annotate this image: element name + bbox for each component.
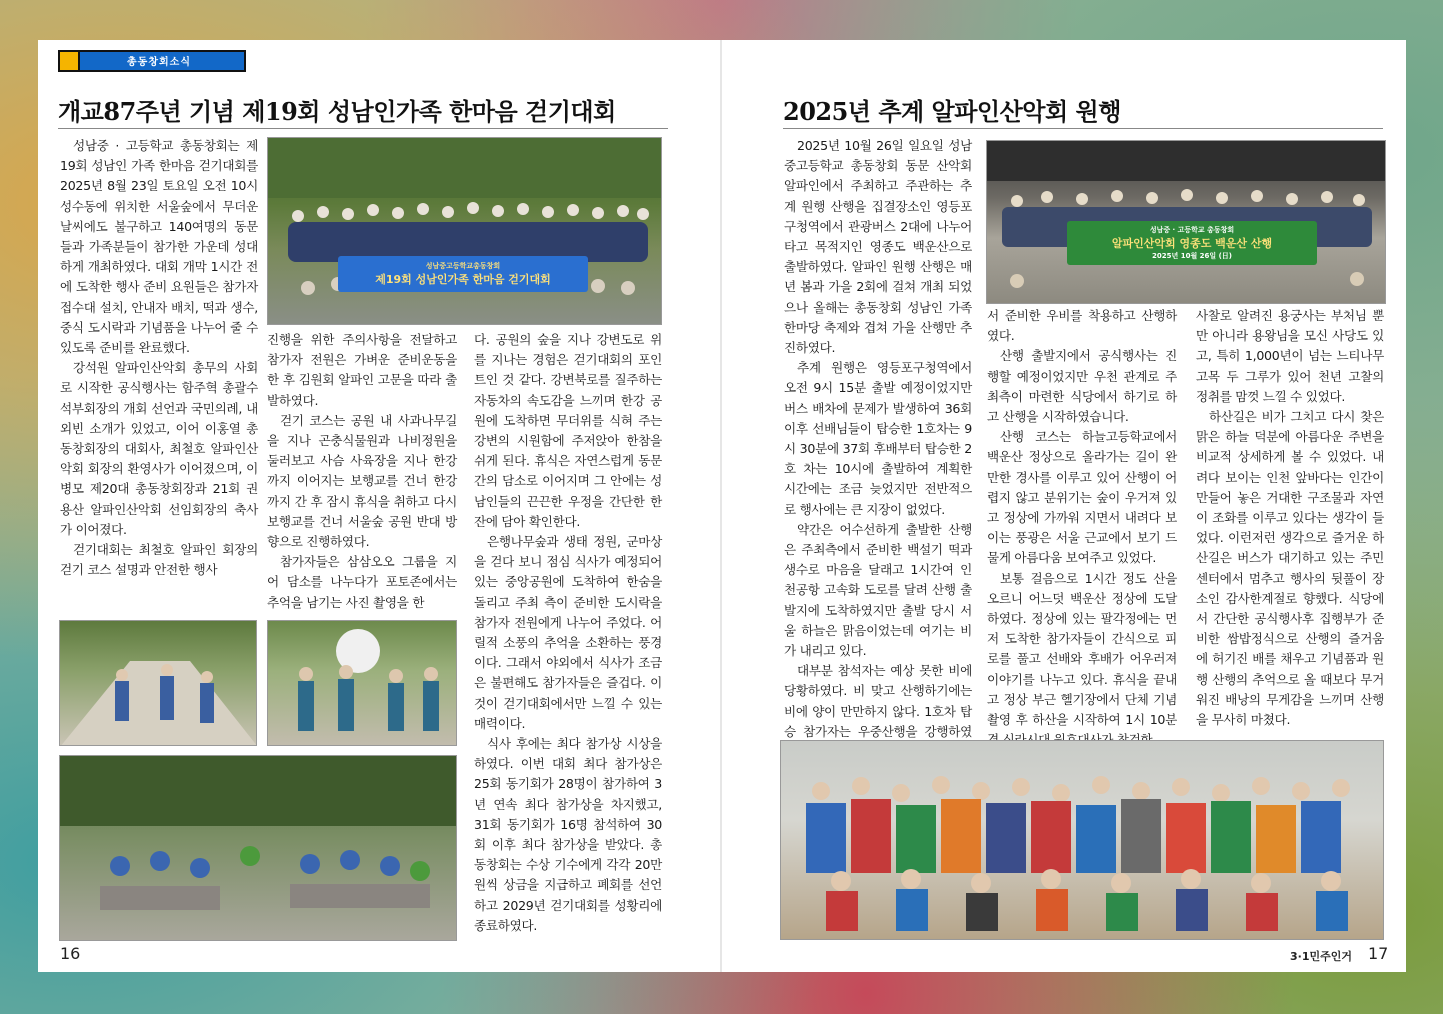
mountain-club-banner: [1067, 221, 1317, 265]
left-headline-rule: [58, 128, 668, 129]
walkers-illustration-2: [268, 621, 457, 746]
right-headline: 2025년 추계 알파인산악회 원행: [783, 97, 1121, 126]
lunch-picnic-photo: [59, 755, 457, 941]
picnic-illustration: [60, 756, 457, 941]
left-column-2: [267, 330, 457, 613]
magazine-name: 3·1민주인거: [1290, 950, 1352, 963]
paragraph: 은행나무숲과 생태 정원, 군마상을 걷다 보니 점심 식사가 예정되어있는 중앙공원에 도착하여 한숨을 돌리고 주최 측이 준비한 도시락을 참가자 전원에게 나누어 주었다. 어릴적 소풍의 추억을 소환하는 풍경이다. 그래서 야외에서 식사가 조금은 불편해도 참가자들은 즐겁다. 이것이 걷기대회에서만 느낄 수 있는 매력이다.: [474, 534, 662, 731]
paragraph: 사찰로 알려진 용궁사는 부처님 뿐만 아니라 용왕님을 모신 사당도 있고, 특히 1,000년이 넘는 느티나무 고목 두 그루가 있어 천년 고찰의 정취를 맘껏 느낄 수 있었다.: [1196, 308, 1384, 404]
paragraph: 2025년 10월 26일 일요일 성남중고등학교 총동창회 동문 산악회 알파인에서 주최하고 주관하는 추계 원행 산행을 집결장소인 영등포구청역에서 관광버스 2대에 나누어 타고 목적지인 영종도 백운산으로 출발하였다. 알파인 원행 산행은 매년 봄과 가을 2회에 걸쳐 개최 되었으나 올해는 총동창회 성남인 가족 한마당 축제와 겹쳐 가을 산행만 추진하였다.: [784, 138, 972, 356]
mountain-club-group-photo: [986, 140, 1386, 304]
banner-title: 알파인산악회 영종도 백운산 산행: [1111, 237, 1273, 250]
paragraph: 보통 걸음으로 1시간 정도 산을 오르니 어느덧 백운산 정상에 도달하였다. 정상에 있는 팔각정에는 먼저 도착한 참가자들이 간식으로 피로를 풀고 선배와 후배가 어우러져 이야기를 나누고 있다. 휴식을 끝내고 정상 부근 헬기장에서 단체 기념 촬영 후 하산을 시작하여 1시 10분: [987, 570, 1177, 728]
paragraph: 성남중 · 고등학교 총동창회는 제19회 성남인 가족 한마음 걷기대회를 2025년 8월 23일 토요일 오전 10시 성수동에 위치한 서울숲에서 무더운 날씨에도 불구하고 140여명의 동문들과 가족분들이 참가한 가운데 성대하게 개최하였다. 대회 개막 1시간 전에 도착한 행사 준비 요원들은 참가자 접수대 설치, 안내자 배치, 떡과 생수, 중식 도시락과 기념품을 나누어 줄 수 있도록 준비를 완료했다.: [60, 138, 258, 356]
paragraph: 대부분 참석자는 예상 못한 비에 당황하였다. 비 맞고 산행하기에는 비에 양이 만만하지 않다. 1호차 탑승 참가자는 우중산행을 강행하였: [784, 663, 972, 739]
page-gutter: [720, 40, 722, 972]
left-column-3: [474, 330, 662, 936]
summit-crowd-illustration: [781, 741, 1384, 940]
paragraph: 산행 코스는 하늘고등학교에서 백운산 정상으로 올라가는 길이 완만한 경사를 이루고 있어 산행이 어렵지 않고 분위기는 숲이 우거져 있고 정상에 가까워 지면서 내려다 보이는 풍광은 서울 근교에서 보기 드물게 아름다움 보여주고 있었다.: [987, 429, 1177, 566]
paragraph: 산행 출발지에서 공식행사는 진행할 예정이었지만 우천 관계로 주최측이 마련한 식당에서 하기로 하고 산행을 시작하였습니다.: [987, 348, 1177, 425]
paragraph: 강석원 알파인산악회 총무의 사회로 시작한 공식행사는 함주혁 총괄수석부회장의 개회 선언과 국민의례, 내외빈 소개가 있었고, 이어 이홍열 총동창회장의 대회사, 최철호 알파인산악회 회장의 환영사가 이어졌으며, 이병모 제20대 총동창회장과 21회 권용산 알파인산악회 선임회장의 축사가 이어졌다.: [60, 360, 258, 537]
page-number-left: 16: [60, 944, 81, 963]
right-headline-rule: [783, 128, 1383, 129]
paragraph: 추계 원행은 영등포구청역에서 오전 9시 15분 출발 예정이었지만 버스 배차에 문제가 발생하여 36회 이후 선배님들이 탑승한 1호차는 9시 30분에 37회 후배부터 탑승한 2호 차는 10시에 출발하여 계획한 시간에는 조금 늦었지만 전반적으로 행사에는 큰 지장이 없었다.: [784, 360, 972, 517]
paragraph: 걷기대회는 최철호 알파인 회장의 걷기 코스 설명과 안전한 행사: [60, 542, 258, 578]
paragraph: 서 준비한 우비를 착용하고 산행하였다.: [987, 308, 1177, 344]
banner-subtitle: 성남중 · 고등학교 총동창회: [1149, 226, 1235, 234]
banner-date: 2025년 10월 26일 (日): [1152, 252, 1232, 260]
page-number-right: 17: [1368, 944, 1389, 963]
right-column-3: [1196, 306, 1384, 730]
paragraph: 다. 공원의 숲을 지나 강변도로 위를 지나는 경험은 걷기대회의 포인트인 것 같다. 강변북로를 질주하는 자동차의 속도감을 느끼며 한강 공원에 도착하면 무더위를 식혀 주는 강변의 시원함에 주저앉아 한참을 쉬게 된다. 휴식은 자연스럽게 동문 간의 담소로 이어지며 그 안에는 성남인들의 끈끈한 우정을 간단한 한잔에 담아 확인한다.: [474, 332, 662, 529]
right-column-1: [784, 136, 972, 762]
walking-path-photo: [59, 620, 257, 746]
walking-event-banner: [338, 256, 588, 292]
paragraph: 걷기 코스는 공원 내 사과나무길을 지나 곤충식물원과 나비정원을 둘러보고 사슴 사육장을 지나 한강까지 이어지는 보행교를 건너 한강까지 간 후 잠시 휴식을 취하고 다시 보행교를 건너 서울숲 공원 반대 방향으로 진행하였다.: [267, 412, 457, 550]
right-column-2: [987, 306, 1177, 750]
left-column-1: [60, 136, 258, 580]
walking-group-photo: [267, 620, 457, 746]
left-headline: 개교87주년 기념 제19회 성남인가족 한마음 걷기대회: [58, 97, 616, 126]
section-label: 총동창회소식: [127, 57, 191, 68]
crowd-illustration: [268, 138, 662, 325]
walking-event-group-photo: [267, 137, 662, 325]
section-label-square: [60, 52, 80, 70]
paragraph: 하산길은 비가 그치고 다시 찾은 맑은 하늘 덕분에 아름다운 주변을 비교적 상세하게 볼 수 있었다. 내려다 보이는 인천 앞바다는 인간이 만들어 놓은 거대한 구조물과 자연이 조화를 이루고 있다는 생각이 들었다. 이런저런 생각으로 즐거운 하산길은 버스가 대기하고 있는 주민센터에서 멈추고 행사의 뒷풀이 장소인 감사한계절로 향했다. 식당에서 간단한 공식행사후 집행부가 준비한 쌈밥정식으로 산행의 즐거움에 허기진 배를 채우고 기념품과 원행 산행의 추억으로 올 때보다 무거워진 배낭의 무게감을 느끼며 산행을 무사히 마쳤다.: [1196, 409, 1384, 728]
walkers-illustration: [60, 621, 257, 746]
summit-group-photo: [780, 740, 1384, 940]
paragraph: 진행을 위한 주의사항을 전달하고 참가자 전원은 가벼운 준비운동을 한 후 김원회 알파인 고문을 따라 출발하였다.: [267, 332, 457, 408]
paragraph: 참가자들은 삼삼오오 그룹을 지어 담소를 나누다가 포토존에서는 추억을 남기는 사진 촬영을 한: [267, 554, 457, 610]
paragraph: 식사 후에는 최다 참가상 시상을 하였다. 이번 대회 최다 참가상은 25회 동기회가 28명이 참가하여 3년 연속 최다 참가상을 차지했고, 31회 동기회가 16명 참석하여 30회 이후 최다 참가상을 받았다. 총동창회는 수상 기수에게 각각 20만 원씩 상금을 지급하고 폐회를 선언하고 2029년 걷기대회를 성황리에 종료하였다.: [474, 736, 662, 933]
banner-title: 제19회 성남인가족 한마음 걷기대회: [375, 273, 551, 286]
banner-subtitle: 성남중고등학교총동창회: [425, 262, 501, 270]
paragraph: 약간은 어수선하게 출발한 산행은 주최측에서 준비한 백설기 떡과 생수로 마음을 달래고 1시간여 인천공항 고속화 도로를 달려 산행 출발지에 도착하였지만 출발 당시 서울 하늘은 맑음이었는데 여기는 비가 내리고 있다.: [784, 521, 972, 659]
